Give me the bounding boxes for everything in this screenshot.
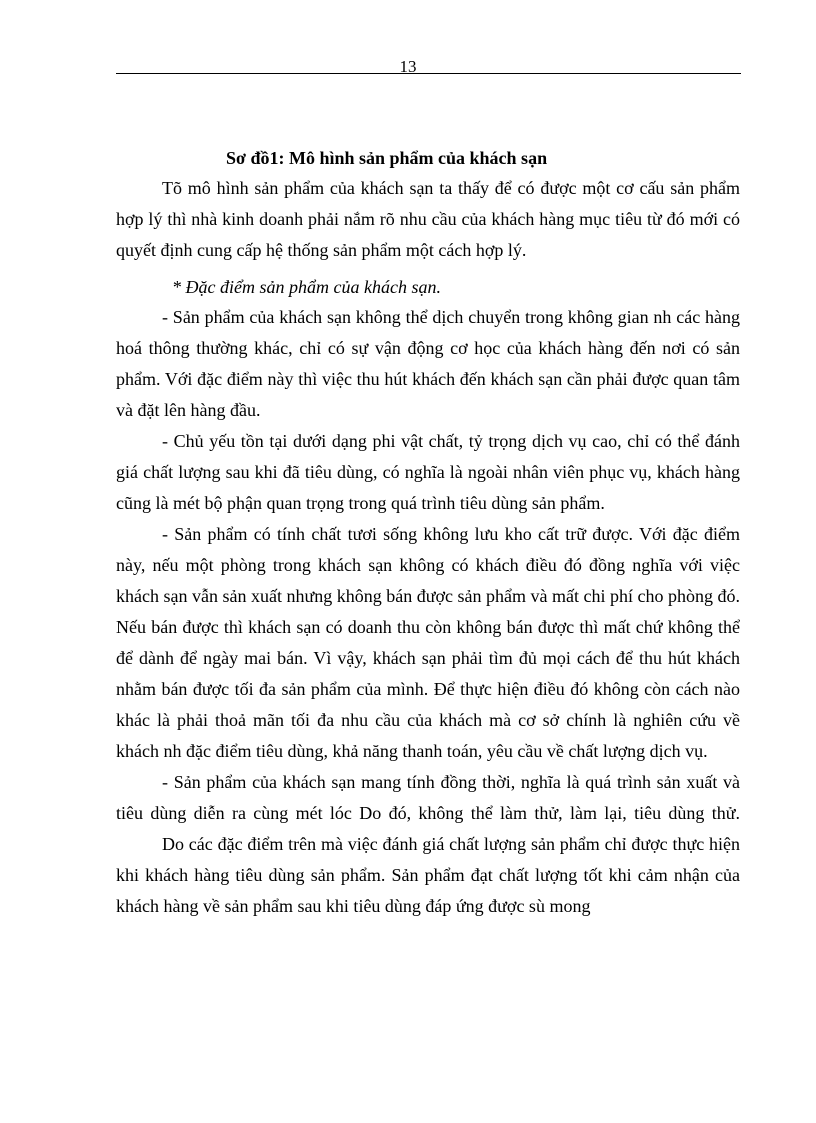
section-heading: * Đặc điểm sản phẩm của khách sạn. — [172, 277, 441, 297]
conclusion-paragraph: Do các đặc điểm trên mà việc đánh giá chất lượng sản phẩm chỉ được thực hiện khi khách hàng tiêu dùng sản phẩm. Sản phẩm đạt chất lượng tốt khi cảm nhận của khách hàng về sản phẩm sau khi tiêu dùng đáp ứng được sù mong — [116, 834, 740, 916]
feature-paragraph-1: - Sản phẩm của khách sạn không thể dịch chuyển trong không gian nh các hàng hoá thông thường khác, chỉ có sự vận động cơ học của khách hàng đến nơi có sản phẩm. Với đặc điểm này thì việc thu hút khách đến khách sạn cần phải được quan tâm và đặt lên hàng đầu. — [116, 307, 740, 420]
feature-paragraph-3: - Sản phẩm có tính chất tươi sống không lưu kho cất trữ được. Với đặc điểm này, nếu một phòng trong khách sạn không có khách điều đó đồng nghĩa với việc khách sạn vẫn sản xuất nhưng không bán được sản phẩm và mất chi phí cho phòng đó. Nếu bán được thì khách sạn có doanh thu còn không bán được thì mất chứ không thể để dành để ngày mai bán. Vì vậy, khách sạn phải tìm đủ mọi cách để thu hút khách nhằm bán được tối đa sản phẩm của mình. Để thực hiện điều đó không còn cách nào khác là phải thoả mãn tối đa nhu cầu của khách mà cơ sở chính là nghiên cứu về khách nh đặc điểm tiêu dùng, khả năng thanh toán, yêu cầu về chất lượng dịch vụ. — [116, 524, 740, 761]
header-rule — [116, 73, 741, 74]
feature-paragraph-2: - Chủ yếu tồn tại dưới dạng phi vật chất, tỷ trọng dịch vụ cao, chỉ có thể đánh giá chất lượng sau khi đã tiêu dùng, có nghĩa là ngoài nhân viên phục vụ, khách hàng cũng là mét bộ phận quan trọng trong quá trình tiêu dùng sản phẩm. — [116, 431, 740, 513]
figure-title: Sơ đồ1: Mô hình sản phẩm của khách sạn — [226, 148, 548, 168]
document-body — [116, 143, 740, 922]
intro-paragraph: Tõ mô hình sản phẩm của khách sạn ta thấy để có được một cơ cấu sản phẩm hợp lý thì nhà kinh doanh phải nắm rõ nhu cầu của khách hàng mục tiêu từ đó mới có quyết định cung cấp hệ thống sản phẩm một cách hợp lý. — [116, 178, 740, 260]
feature-paragraph-4: - Sản phẩm của khách sạn mang tính đồng thời, nghĩa là quá trình sản xuất và tiêu dùng diễn ra cùng mét lóc Do đó, không thể làm thử, làm lại, tiêu dùng thử. — [116, 772, 740, 823]
page-number: 13 — [399, 57, 417, 76]
